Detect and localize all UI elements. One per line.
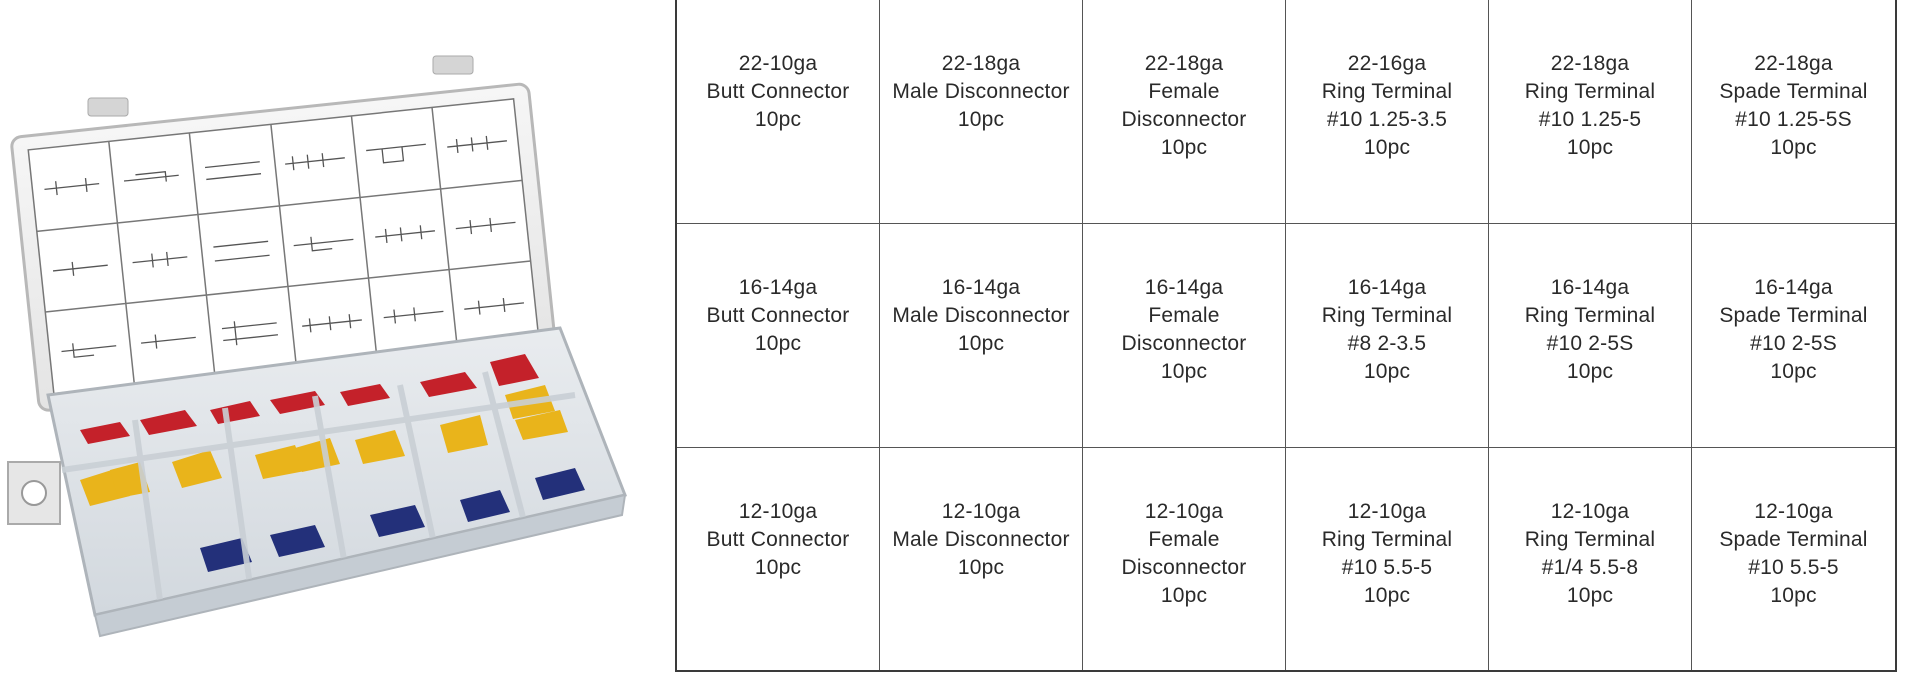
cell-qty: 10pc <box>1160 360 1208 384</box>
cell-name: Ring Terminal <box>1524 304 1656 328</box>
cell-size: Disconnector <box>1121 555 1247 579</box>
cell-name: Male Disconnector <box>892 527 1070 551</box>
cell-gauge: 16-14ga <box>1347 276 1427 300</box>
cell-name: Butt Connector <box>706 527 850 551</box>
cell-size: Disconnector <box>1121 332 1247 356</box>
grid-cell <box>1692 223 1895 446</box>
cell-name: Ring Terminal <box>1321 304 1453 328</box>
cell-gauge: 22-18ga <box>1550 52 1630 75</box>
cell-gauge: 22-18ga <box>941 52 1021 75</box>
cell-size: #10 1.25-3.5 <box>1326 108 1448 131</box>
cell-qty: 10pc <box>1566 136 1614 159</box>
grid-cell <box>880 223 1083 446</box>
grid-cell <box>1489 223 1692 446</box>
cell-qty: 10pc <box>1363 583 1411 607</box>
cell-gauge: 12-10ga <box>738 499 818 523</box>
cell-gauge: 12-10ga <box>1550 499 1630 523</box>
cell-name: Butt Connector <box>706 80 850 103</box>
cell-qty: 10pc <box>754 332 802 356</box>
cell-gauge: 22-16ga <box>1347 52 1427 75</box>
contents-grid <box>675 0 1897 672</box>
cell-qty: 10pc <box>957 108 1005 131</box>
cell-gauge: 12-10ga <box>1347 499 1427 523</box>
cell-qty: 10pc <box>1363 360 1411 384</box>
cell-name: Ring Terminal <box>1321 80 1453 103</box>
cell-size: #8 2-3.5 <box>1347 332 1427 356</box>
grid-cell <box>880 0 1083 223</box>
cell-qty: 10pc <box>1566 583 1614 607</box>
assortment-box-image <box>0 0 660 682</box>
cell-gauge: 16-14ga <box>738 276 818 300</box>
cell-name: Female <box>1148 304 1220 328</box>
cell-gauge: 22-18ga <box>1144 52 1224 75</box>
cell-gauge: 12-10ga <box>941 499 1021 523</box>
cell-size: #10 2-5S <box>1750 332 1837 356</box>
cell-name: Spade Terminal <box>1719 304 1868 328</box>
cell-size: #10 5.5-5 <box>1341 555 1433 579</box>
grid-cell <box>677 447 880 670</box>
cell-gauge: 16-14ga <box>1550 276 1630 300</box>
grid-cell <box>1286 0 1489 223</box>
grid-cell <box>677 223 880 446</box>
grid-cell <box>1083 447 1286 670</box>
grid-cell <box>880 447 1083 670</box>
cell-qty: 10pc <box>754 555 802 579</box>
cell-qty: 10pc <box>1566 360 1614 384</box>
cell-size: Disconnector <box>1121 108 1247 131</box>
cell-gauge: 16-14ga <box>1754 276 1833 300</box>
cell-name: Female <box>1148 80 1220 103</box>
cell-qty: 10pc <box>1770 360 1817 384</box>
cell-gauge: 12-10ga <box>1144 499 1224 523</box>
cell-gauge: 22-18ga <box>1754 52 1833 75</box>
cell-size: #10 1.25-5S <box>1735 108 1852 131</box>
cell-name: Ring Terminal <box>1524 527 1656 551</box>
cell-qty: 10pc <box>1160 136 1208 159</box>
grid-cell <box>1489 447 1692 670</box>
cell-qty: 10pc <box>1160 583 1208 607</box>
cell-qty: 10pc <box>957 332 1005 356</box>
cell-gauge: 12-10ga <box>1754 499 1833 523</box>
cell-name: Male Disconnector <box>892 80 1070 103</box>
cell-qty: 10pc <box>1770 136 1817 159</box>
cell-size: #10 5.5-5 <box>1748 555 1839 579</box>
cell-size: #1/4 5.5-8 <box>1541 555 1639 579</box>
cell-qty: 10pc <box>1770 583 1817 607</box>
grid-cell <box>1083 0 1286 223</box>
cell-size: #10 1.25-5 <box>1538 108 1642 131</box>
grid-cell <box>1692 447 1895 670</box>
cell-name: Butt Connector <box>706 304 850 328</box>
cell-qty: 10pc <box>957 555 1005 579</box>
cell-qty: 10pc <box>1363 136 1411 159</box>
cell-gauge: 16-14ga <box>1144 276 1224 300</box>
grid-cell <box>1286 447 1489 670</box>
grid-cell <box>1692 0 1895 223</box>
cell-name: Ring Terminal <box>1321 527 1453 551</box>
grid-cell <box>1286 223 1489 446</box>
cell-name: Male Disconnector <box>892 304 1070 328</box>
cell-name: Ring Terminal <box>1524 80 1656 103</box>
cell-gauge: 16-14ga <box>941 276 1021 300</box>
grid-cell <box>1083 223 1286 446</box>
cell-name: Spade Terminal <box>1719 80 1868 103</box>
cell-name: Female <box>1148 527 1220 551</box>
cell-size: #10 2-5S <box>1546 332 1634 356</box>
cell-qty: 10pc <box>754 108 802 131</box>
grid-cell <box>1489 0 1692 223</box>
cell-gauge: 22-10ga <box>738 52 818 75</box>
cell-name: Spade Terminal <box>1719 527 1868 551</box>
grid-cell <box>677 0 880 223</box>
